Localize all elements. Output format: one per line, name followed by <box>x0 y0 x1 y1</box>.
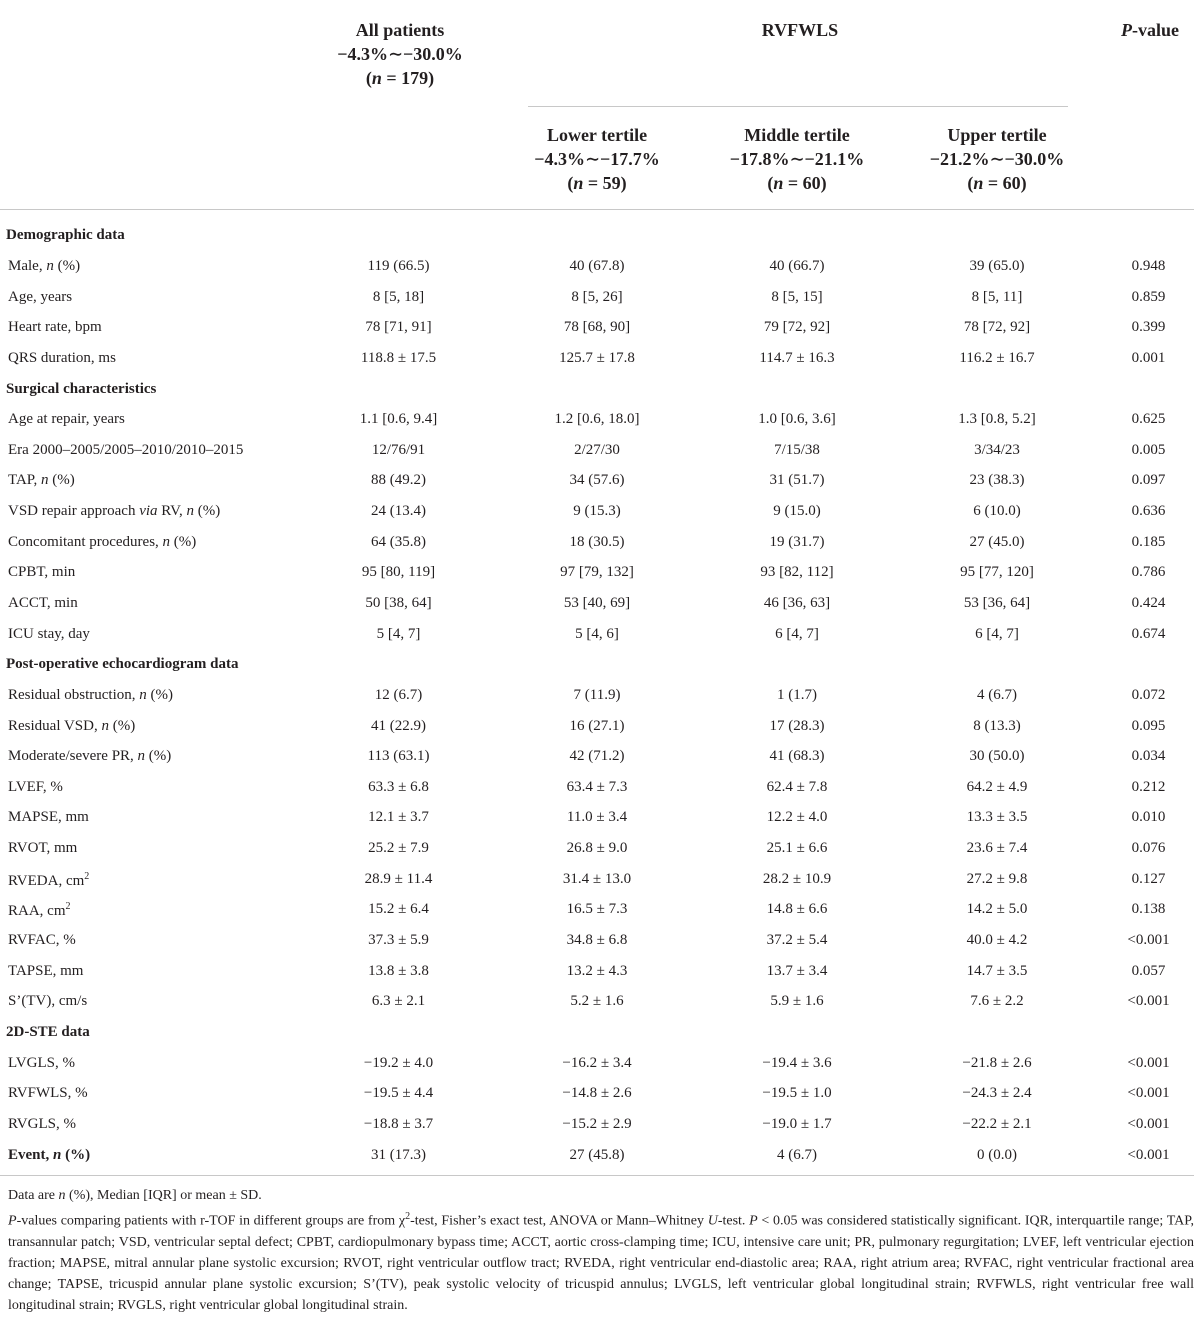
table-row <box>0 741 1200 772</box>
cell-lower: 42 (71.2) <box>569 748 625 765</box>
col-header-pvalue <box>1100 18 1200 42</box>
cell-lower: 53 [40, 69] <box>563 595 631 611</box>
data-table <box>0 220 1200 1170</box>
table-bottom-rule <box>0 1175 1194 1176</box>
empty-cell <box>897 649 1097 680</box>
cell-upper: 95 [77, 120] <box>960 564 1034 581</box>
row-label: MAPSE, mm <box>8 809 89 826</box>
cell-middle: −19.4 ± 3.6 <box>762 1054 832 1071</box>
cell-middle: −19.5 ± 1.0 <box>762 1085 832 1102</box>
cell-middle: 46 [36, 63] <box>763 595 831 611</box>
row-label: RVFAC, % <box>8 932 76 949</box>
cell-upper: 30 (50.0) <box>969 748 1025 765</box>
table-row <box>0 894 1200 925</box>
cell-p: <0.001 <box>1127 993 1170 1010</box>
cell-upper: 40.0 ± 4.2 <box>966 932 1028 949</box>
cell-p: 0.859 <box>1131 288 1166 305</box>
cell-upper: 27.2 ± 9.8 <box>966 870 1028 887</box>
cell-middle: 28.2 ± 10.9 <box>762 870 832 887</box>
table-row <box>0 588 1200 619</box>
row-label: TAP, n (%) <box>8 472 75 489</box>
section-label: 2D-STE data <box>6 1023 90 1040</box>
cell-p: 0.138 <box>1131 901 1166 918</box>
cell-all: 12.1 ± 3.7 <box>368 809 429 826</box>
cell-all: 25.2 ± 7.9 <box>368 840 429 857</box>
empty-cell <box>300 649 497 680</box>
row-label: VSD repair approach via RV, n (%) <box>8 503 221 520</box>
cell-middle: 14.8 ± 6.6 <box>766 901 828 918</box>
cell-p: 0.001 <box>1131 349 1166 366</box>
cell-all: 13.8 ± 3.8 <box>368 962 429 979</box>
table-row <box>0 710 1200 741</box>
table-row <box>0 404 1200 435</box>
cell-p: <0.001 <box>1127 1115 1170 1132</box>
cell-lower: 5 [4, 6] <box>575 625 619 642</box>
cell-p: 0.095 <box>1131 717 1166 734</box>
cell-middle: 19 (31.7) <box>769 533 825 550</box>
cell-all: 64 (35.8) <box>371 533 426 550</box>
cell-p: 0.072 <box>1131 686 1166 703</box>
cell-all: 12 (6.7) <box>374 686 423 703</box>
cell-lower: 63.4 ± 7.3 <box>566 778 628 795</box>
empty-cell <box>497 649 697 680</box>
table-row <box>0 986 1200 1017</box>
cell-middle: 114.7 ± 16.3 <box>759 349 835 366</box>
table-row <box>0 343 1200 374</box>
cell-upper: 64.2 ± 4.9 <box>966 778 1028 795</box>
cell-lower: 34 (57.6) <box>569 472 625 489</box>
cell-all: 78 [71, 91] <box>365 319 432 336</box>
cell-all: 1.1 [0.6, 9.4] <box>359 411 438 428</box>
row-label: Age, years <box>8 288 73 305</box>
group-rule <box>528 106 1068 107</box>
cell-upper: 14.7 ± 3.5 <box>966 962 1028 979</box>
cell-middle: 93 [82, 112] <box>760 564 834 581</box>
table-row <box>0 281 1200 312</box>
cell-upper: 53 [36, 64] <box>963 595 1031 611</box>
col-header-upper-range: −21.2%∼−30.0% <box>929 149 1065 169</box>
cell-p: 0.636 <box>1131 503 1166 520</box>
cell-upper: 116.2 ± 16.7 <box>959 349 1035 366</box>
cell-upper: 0 (0.0) <box>977 1146 1017 1163</box>
cell-lower: 18 (30.5) <box>569 533 625 550</box>
cell-lower: −15.2 ± 2.9 <box>562 1115 632 1132</box>
empty-cell <box>300 373 497 404</box>
col-header-upper <box>897 123 1097 195</box>
section-row <box>0 373 1200 404</box>
col-header-all-title: All patients <box>355 20 445 40</box>
cell-lower: 1.2 [0.6, 18.0] <box>554 411 640 428</box>
table-row <box>0 772 1200 803</box>
cell-lower: 125.7 ± 17.8 <box>559 349 635 366</box>
empty-cell <box>497 220 697 251</box>
col-header-all <box>300 18 500 90</box>
cell-all: 50 [38, 64] <box>365 595 432 611</box>
row-label: CPBT, min <box>8 564 76 581</box>
cell-lower: 13.2 ± 4.3 <box>566 962 628 979</box>
cell-all: 63.3 ± 6.8 <box>368 778 429 795</box>
cell-upper: −21.8 ± 2.6 <box>962 1054 1032 1071</box>
cell-middle: 62.4 ± 7.8 <box>766 778 828 795</box>
row-label: RVEDA, $cm^2$ <box>8 870 90 889</box>
table-row <box>0 557 1200 588</box>
cell-all: 12/76/91 <box>371 441 426 458</box>
cell-upper: 14.2 ± 5.0 <box>966 901 1028 918</box>
cell-p: 0.399 <box>1131 319 1166 336</box>
cell-lower: 8 [5, 26] <box>571 288 623 305</box>
table-row <box>0 680 1200 711</box>
cell-upper: 6 (10.0) <box>973 503 1021 520</box>
cell-p: 0.625 <box>1131 411 1166 428</box>
cell-middle: 4 (6.7) <box>777 1146 817 1163</box>
section-row <box>0 649 1200 680</box>
col-header-group <box>700 18 900 42</box>
section-row <box>0 220 1200 251</box>
table-row <box>0 863 1200 894</box>
footnotes <box>8 1185 1194 1316</box>
row-label: RVOT, mm <box>8 840 78 857</box>
cell-upper: 78 [72, 92] <box>963 319 1031 336</box>
empty-cell <box>1097 649 1200 680</box>
cell-middle: 9 (15.0) <box>773 503 821 520</box>
col-header-lower <box>497 123 697 195</box>
cell-middle: 5.9 ± 1.6 <box>770 993 824 1010</box>
empty-cell <box>897 1017 1097 1048</box>
cell-middle: 31 (51.7) <box>769 472 825 489</box>
cell-middle: 12.2 ± 4.0 <box>766 809 828 826</box>
cell-all: 24 (13.4) <box>371 503 426 520</box>
cell-p: <0.001 <box>1127 1054 1170 1071</box>
cell-all: 6.3 ± 2.1 <box>371 993 426 1010</box>
row-label: ICU stay, day <box>8 625 90 642</box>
table-body <box>0 220 1200 1170</box>
empty-cell <box>697 373 897 404</box>
table-row <box>0 802 1200 833</box>
cell-p: <0.001 <box>1127 1146 1170 1163</box>
cell-upper: 8 [5, 11] <box>971 288 1023 305</box>
cell-all: 41 (22.9) <box>371 717 426 734</box>
empty-cell <box>497 373 697 404</box>
cell-lower: 31.4 ± 13.0 <box>562 870 632 887</box>
cell-p: 0.185 <box>1131 533 1166 550</box>
cell-all: 8 [5, 18] <box>372 288 425 305</box>
section-label: Demographic data <box>6 227 125 244</box>
col-header-lower-n: (n = 59) <box>567 173 627 193</box>
cell-all: 31 (17.3) <box>371 1146 426 1163</box>
cell-middle: 13.7 ± 3.4 <box>766 962 828 979</box>
cell-lower: 27 (45.8) <box>569 1146 625 1163</box>
cell-upper: −22.2 ± 2.1 <box>962 1115 1032 1132</box>
row-label: Residual VSD, n (%) <box>8 717 136 734</box>
table-row <box>0 526 1200 557</box>
col-header-all-n: (n = 179) <box>365 68 435 88</box>
col-header-lower-range: −4.3%∼−17.7% <box>534 149 660 169</box>
empty-cell <box>1097 220 1200 251</box>
row-label: Male, n (%) <box>8 257 81 274</box>
cell-lower: 78 [68, 90] <box>563 319 631 336</box>
cell-middle: 7/15/38 <box>774 441 820 458</box>
section-row <box>0 1017 1200 1048</box>
cell-all: 95 [80, 119] <box>361 564 436 581</box>
table-row <box>0 312 1200 343</box>
cell-middle: 40 (66.7) <box>769 257 825 274</box>
cell-lower: −14.8 ± 2.6 <box>562 1085 632 1102</box>
cell-p: <0.001 <box>1127 932 1170 949</box>
cell-p: 0.076 <box>1131 840 1166 857</box>
cell-lower: 97 [79, 132] <box>560 564 634 581</box>
cell-p: 0.034 <box>1131 748 1166 765</box>
cell-upper: 8 (13.3) <box>973 717 1021 734</box>
cell-lower: 16 (27.1) <box>569 717 625 734</box>
cell-lower: 26.8 ± 9.0 <box>566 840 628 857</box>
cell-middle: 8 [5, 15] <box>771 288 823 305</box>
empty-cell <box>697 1017 897 1048</box>
cell-lower: 9 (15.3) <box>573 503 621 520</box>
cell-all: 113 (63.1) <box>367 748 430 765</box>
row-label: Moderate/severe PR, n (%) <box>8 748 172 765</box>
cell-lower: 2/27/30 <box>574 441 620 458</box>
cell-upper: 23 (38.3) <box>969 472 1025 489</box>
cell-upper: 39 (65.0) <box>969 257 1025 274</box>
cell-lower: 11.0 ± 3.4 <box>566 809 628 826</box>
cell-all: 5 [4, 7] <box>376 625 421 642</box>
section-label: Surgical characteristics <box>6 380 157 397</box>
empty-cell <box>300 1017 497 1048</box>
col-header-upper-n: (n = 60) <box>967 173 1027 193</box>
footnote-1: Data are n (%), Median [IQR] or mean ± SD. <box>8 1188 262 1203</box>
table-row <box>0 251 1200 282</box>
cell-all: 118.8 ± 17.5 <box>360 349 437 366</box>
cell-lower: 16.5 ± 7.3 <box>566 901 628 918</box>
cell-lower: 34.8 ± 6.8 <box>566 932 628 949</box>
table-row <box>0 1078 1200 1109</box>
row-label: Age at repair, years <box>8 411 125 428</box>
empty-cell <box>497 1017 697 1048</box>
cell-p: <0.001 <box>1127 1085 1170 1102</box>
cell-p: 0.212 <box>1131 778 1166 795</box>
table-row <box>0 1139 1200 1170</box>
col-header-middle <box>697 123 897 195</box>
row-label: Era 2000–2005/2005–2010/2010–2015 <box>8 441 244 458</box>
row-label: LVGLS, % <box>8 1054 75 1071</box>
cell-all: 15.2 ± 6.4 <box>368 901 429 918</box>
cell-middle: 41 (68.3) <box>769 748 825 765</box>
cell-p: 0.786 <box>1131 564 1166 581</box>
cell-upper: 13.3 ± 3.5 <box>966 809 1028 826</box>
empty-cell <box>897 373 1097 404</box>
table-row <box>0 465 1200 496</box>
cell-all: 37.3 ± 5.9 <box>368 932 429 949</box>
cell-upper: 4 (6.7) <box>977 686 1017 703</box>
empty-cell <box>697 649 897 680</box>
cell-all: −19.5 ± 4.4 <box>363 1085 434 1102</box>
cell-p: 0.424 <box>1131 595 1166 611</box>
col-header-all-range: −4.3%∼−30.0% <box>337 44 463 64</box>
section-label: Post-operative echocardiogram data <box>6 656 239 673</box>
table-row <box>0 1109 1200 1140</box>
table-row <box>0 434 1200 465</box>
cell-middle: 25.1 ± 6.6 <box>766 840 828 857</box>
col-header-middle-title: Middle tertile <box>744 125 850 145</box>
table-row <box>0 1047 1200 1078</box>
cell-upper: 6 [4, 7] <box>975 625 1019 642</box>
col-header-middle-range: −17.8%∼−21.1% <box>729 149 865 169</box>
cell-middle: 17 (28.3) <box>769 717 825 734</box>
col-header-middle-n: (n = 60) <box>767 173 827 193</box>
row-label: RAA, $cm^2$ <box>8 901 71 920</box>
row-label: TAPSE, mm <box>8 962 84 979</box>
col-header-pvalue-title: P-value <box>1121 20 1179 40</box>
cell-middle: −19.0 ± 1.7 <box>762 1115 832 1132</box>
row-label: Heart rate, bpm <box>8 319 102 336</box>
cell-middle: 1 (1.7) <box>777 686 817 703</box>
cell-p: 0.948 <box>1131 257 1166 274</box>
empty-cell <box>697 220 897 251</box>
cell-middle: 37.2 ± 5.4 <box>766 932 828 949</box>
row-label: Concomitant procedures, n (%) <box>8 533 197 550</box>
cell-middle: 1.0 [0.6, 3.6] <box>758 411 836 428</box>
cell-all: −19.2 ± 4.0 <box>363 1054 434 1071</box>
header-rule <box>0 209 1194 210</box>
cell-p: 0.127 <box>1131 870 1166 887</box>
cell-upper: 1.3 [0.8, 5.2] <box>958 411 1036 428</box>
col-header-upper-title: Upper tertile <box>947 125 1047 145</box>
cell-upper: −24.3 ± 2.4 <box>962 1085 1032 1102</box>
cell-lower: 7 (11.9) <box>573 686 621 703</box>
cell-all: 88 (49.2) <box>371 472 426 489</box>
row-label: Residual obstruction, n (%) <box>8 686 173 703</box>
table-row <box>0 955 1200 986</box>
cell-all: 28.9 ± 11.4 <box>364 870 433 887</box>
footnote-2: P-values comparing patients with r-TOF in different groups are from $\chi^2$-test, Fisher’s exact test, ANOVA or Mann–Whitney U-test. P < 0.05 was considered statistically significant. IQR, interquartile range; TAP, transannular patch; VSD, ventricular septal defect; CPBT, cardiopulmonary bypass time; ACCT, aortic cross-clamping time; ICU, intensive care unit; PR, pulmonary regurgitation; LVEF, left ventricular ejection fraction; MAPSE, mitral annular plane systolic excursion; RVOT, right ventricular outflow tract; RVEDA, right ventricular end-diastolic area; RAA, right atrium area; RVFAC, right ventricular fractional area change; TAPSE, tricuspid annular plane systolic excursion; S’(TV), peak systolic velocity of tricuspid annulus; LVGLS, left ventricular global longitudinal strain; RVFWLS, right ventricular free wall longitudinal strain; RVGLS, right ventricular global longitudinal strain. <box>8 1211 1194 1313</box>
cell-lower: −16.2 ± 3.4 <box>562 1054 632 1071</box>
cell-lower: 40 (67.8) <box>569 257 625 274</box>
col-header-group-title: RVFWLS <box>761 20 839 40</box>
cell-p: 0.057 <box>1131 962 1166 979</box>
cell-p: 0.674 <box>1131 625 1166 642</box>
cell-middle: 79 [72, 92] <box>763 319 831 336</box>
row-label: ACCT, min <box>8 595 78 611</box>
row-label: RVFWLS, % <box>8 1085 88 1102</box>
cell-middle: 6 [4, 7] <box>775 625 819 642</box>
table-row <box>0 496 1200 527</box>
table-row <box>0 618 1200 649</box>
cell-all: 119 (66.5) <box>367 257 430 274</box>
cell-upper: 3/34/23 <box>974 441 1020 458</box>
cell-p: 0.097 <box>1131 472 1166 489</box>
cell-upper: 23.6 ± 7.4 <box>966 840 1028 857</box>
table-row <box>0 925 1200 956</box>
cell-upper: 7.6 ± 2.2 <box>970 993 1024 1010</box>
empty-cell <box>897 220 1097 251</box>
cell-lower: 5.2 ± 1.6 <box>570 993 624 1010</box>
cell-p: 0.005 <box>1131 441 1166 458</box>
row-label: RVGLS, % <box>8 1115 76 1132</box>
row-label: QRS duration, ms <box>8 349 116 366</box>
empty-cell <box>300 220 497 251</box>
col-header-lower-title: Lower tertile <box>546 125 648 145</box>
row-label: Event, n (%) <box>8 1146 91 1163</box>
table-row <box>0 833 1200 864</box>
cell-p: 0.010 <box>1131 809 1166 826</box>
cell-all: −18.8 ± 3.7 <box>363 1115 434 1132</box>
empty-cell <box>1097 1017 1200 1048</box>
cell-upper: 27 (45.0) <box>969 533 1025 550</box>
row-label: S’(TV), cm/s <box>8 993 88 1010</box>
empty-cell <box>1097 373 1200 404</box>
row-label: LVEF, % <box>8 778 63 795</box>
